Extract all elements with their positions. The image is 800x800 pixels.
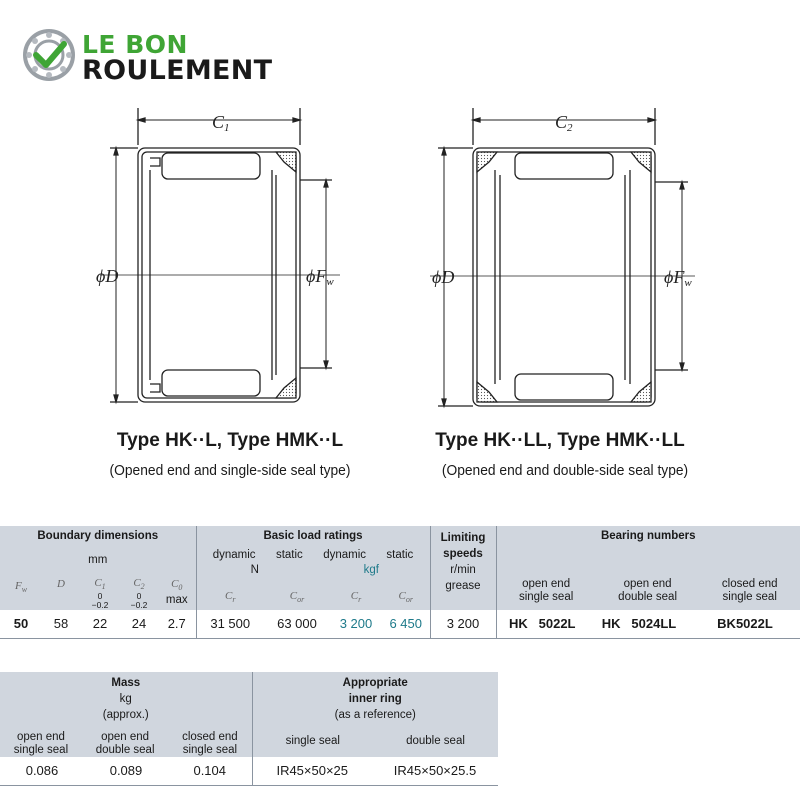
inner-ring-header-2: inner ring xyxy=(348,693,402,705)
dynamic-label-n: dynamic xyxy=(212,549,256,561)
bearing-col-open-single: open end single seal xyxy=(518,578,574,604)
mass-unit: kg xyxy=(119,693,132,705)
mass-col-open-single: open end single seal xyxy=(13,731,69,756)
bearing-col-open-double: open end double seal xyxy=(618,578,677,604)
inner-ring-note: (as a reference) xyxy=(334,709,416,721)
cell-cor-n: 63 000 xyxy=(277,616,317,632)
ring-col-single: single seal xyxy=(285,735,340,747)
dimensions-table xyxy=(0,526,800,639)
bearing-check-icon xyxy=(22,28,76,82)
cell-bearing-1: HK 5022L xyxy=(509,616,576,632)
cell-c2: 24 xyxy=(131,616,147,632)
col-cr-kgf: $C_r$ xyxy=(350,590,362,605)
cell-cor-kgf: 6 450 xyxy=(382,610,430,638)
limiting-speeds-header-1: Limiting xyxy=(440,532,486,544)
unit-n: N xyxy=(250,564,259,576)
right-caption-title: Type HK··LL, Type HMK··LL xyxy=(435,430,685,451)
bearing-drawing xyxy=(0,100,800,420)
cell-ring-1: IR45×50×25 xyxy=(276,763,349,778)
cell-mass-2: 0.089 xyxy=(109,763,143,778)
cell-speed: 3 200 xyxy=(430,610,496,638)
right-bearing-figure xyxy=(430,108,695,406)
logo-text-top: LE BON xyxy=(82,30,188,59)
cell-mass-3: 0.104 xyxy=(168,757,252,785)
cell-fw: 50 xyxy=(13,616,29,632)
col-fw: $F_w$ xyxy=(14,580,28,595)
mass-table xyxy=(0,672,498,786)
left-fw-label: ϕFw xyxy=(306,266,334,288)
col-c2: $C_2$ 0 −0.2 xyxy=(130,577,148,611)
cell-cr-kgf: 3 200 xyxy=(339,616,373,632)
cell-bearing-3: BK5022L xyxy=(717,616,773,632)
mass-col-closed-single: closed end single seal xyxy=(182,731,238,756)
logo xyxy=(22,28,312,84)
static-label-n: static xyxy=(275,549,303,561)
mass-header: Mass xyxy=(111,677,141,689)
cell-c1: 22 xyxy=(92,616,108,632)
col-c1: $C_1$ 0 −0.2 xyxy=(91,577,109,611)
c1-label: C1 xyxy=(212,112,230,134)
boundary-dimensions-header: Boundary dimensions xyxy=(0,526,196,548)
ring-col-double: double seal xyxy=(406,735,465,747)
cell-d: 58 xyxy=(53,616,69,632)
left-caption-subtitle: (Opened end and single-side seal type) xyxy=(109,462,351,479)
left-bearing-figure xyxy=(100,108,340,402)
c2-label: C2 xyxy=(555,112,573,134)
static-label-kgf: static xyxy=(386,549,414,561)
right-d-label: ϕD xyxy=(432,267,455,287)
cell-mass-1: 0.086 xyxy=(25,763,59,778)
col-cor-kgf: $C_{or}$ xyxy=(382,578,430,610)
table-row xyxy=(0,757,498,785)
cell-c0: 2.7 xyxy=(158,610,196,638)
bearing-numbers-header: Bearing numbers xyxy=(600,530,696,542)
boundary-unit: mm xyxy=(0,548,196,578)
left-d-label: ϕD xyxy=(96,266,119,286)
inner-ring-header-1: Appropriate xyxy=(342,677,408,689)
cell-ring-2: IR45×50×25.5 xyxy=(393,763,477,778)
load-ratings-header: Basic load ratings xyxy=(196,526,430,548)
right-fw-label: ϕFw xyxy=(664,267,692,289)
mass-note: (approx.) xyxy=(102,709,149,721)
limiting-speeds-grease: grease xyxy=(445,580,481,592)
cell-bearing-2: HK 5024LL xyxy=(601,616,677,632)
col-cr-n: $C_r$ xyxy=(225,590,236,605)
col-c0: $C_0$ max xyxy=(158,578,196,610)
limiting-speeds-header-2: speeds xyxy=(443,548,483,560)
bearing-col-closed-single: closed end single seal xyxy=(721,578,778,604)
col-d: D xyxy=(57,578,65,590)
mass-col-open-double: open end double seal xyxy=(95,731,155,756)
right-caption-subtitle: (Opened end and double-side seal type) xyxy=(441,462,689,479)
cell-cr-n: 31 500 xyxy=(210,616,251,632)
left-caption-title: Type HK··L, Type HMK··L xyxy=(116,430,344,451)
col-cor-n: $C_{or}$ xyxy=(289,590,305,605)
limiting-speeds-unit: r/min xyxy=(450,564,476,576)
table-row xyxy=(0,610,800,638)
logo-text-bottom: ROULEMENT xyxy=(82,55,273,86)
dynamic-label-kgf: dynamic xyxy=(323,549,367,561)
unit-kgf: kgf xyxy=(363,564,379,576)
